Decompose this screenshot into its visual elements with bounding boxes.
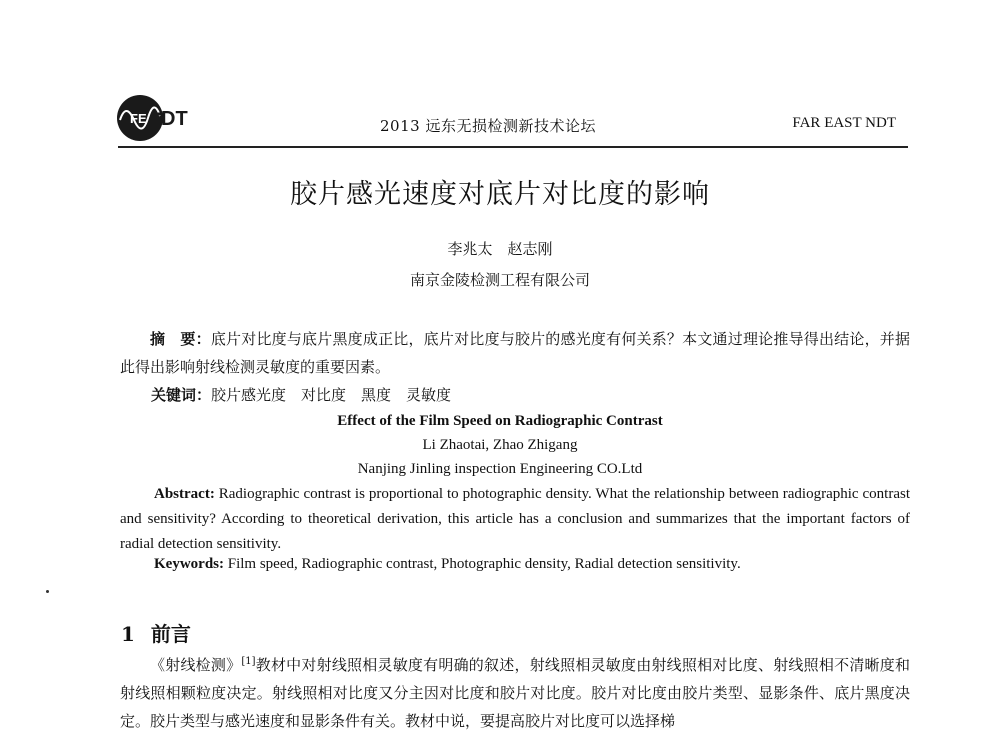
keywords-cn-label: 关键词： [151, 386, 212, 404]
keywords-cn-text: 胶片感光度 对比度 黑度 灵敏度 [211, 386, 452, 404]
keywords-en-text: Film speed, Radiographic contrast, Photographic density, Radial detection sensitivity. [227, 556, 741, 572]
section-heading [121, 618, 191, 647]
affiliation-en: Nanjing Jinling inspection Engineering CO.Ltd [357, 461, 643, 477]
svg-text:DT: DT [161, 108, 188, 130]
citation-title: 《射线检测》 [150, 656, 242, 674]
authors-en: Li Zhaotai, Zhao Zhigang [422, 437, 578, 453]
abstract-en-text: Radiographic contrast is proportional to photographic density. What the relationship between radiographic contrast and sensitivity? According to theoretical derivation, this article has a conclusion and summarizes that the important factors of radial detection sensitivity. [120, 486, 910, 552]
abstract-cn-text: 底片对比度与底片黑度成正比，底片对比度与胶片的感光度有何关系？本文通过理论推导得出结论，并据此得出影响射线检测灵敏度的重要因素。 [120, 330, 910, 376]
paper-title-en: Effect of the Film Speed on Radiographic Contrast [337, 413, 663, 429]
section-body [120, 648, 910, 735]
keywords-cn [151, 384, 451, 405]
header-forum-title: 2013 远东无损检测新技术论坛 [380, 117, 596, 135]
keywords-en [154, 556, 741, 573]
abstract-cn-label: 摘 要： [150, 330, 211, 348]
header-brand: FAR EAST NDT [792, 115, 896, 131]
section-body-text: 教材中对射线照相灵敏度有明确的叙述，射线照相灵敏度由射线照相对比度、射线照相不清晰度和射线照相颗粒度决定。射线照相对比度又分主因对比度和胶片对比度。胶片对比度由胶片类型、显影条件、底片黑度决定。胶片类型与感光速度和显影条件有关。教材中说，要提高胶片对比度可以选择梯 [120, 656, 910, 730]
abstract-cn [120, 325, 910, 381]
fendt-logo-icon [116, 92, 212, 144]
margin-mark [46, 590, 49, 593]
section-title: 前言 [150, 622, 191, 646]
keywords-en-label: Keywords: [154, 556, 224, 572]
abstract-en-label: Abstract: [154, 486, 215, 502]
svg-text:FE: FE [130, 111, 147, 126]
abstract-en [120, 482, 910, 557]
paper-title-cn: 胶片感光速度对底片对比度的影响 [290, 179, 710, 210]
affiliation-cn: 南京金陵检测工程有限公司 [409, 271, 590, 289]
section-number: 1 [121, 622, 135, 646]
authors-cn: 李兆太 赵志刚 [447, 240, 553, 258]
header-divider [118, 146, 908, 148]
citation-ref: [1] [241, 656, 256, 667]
